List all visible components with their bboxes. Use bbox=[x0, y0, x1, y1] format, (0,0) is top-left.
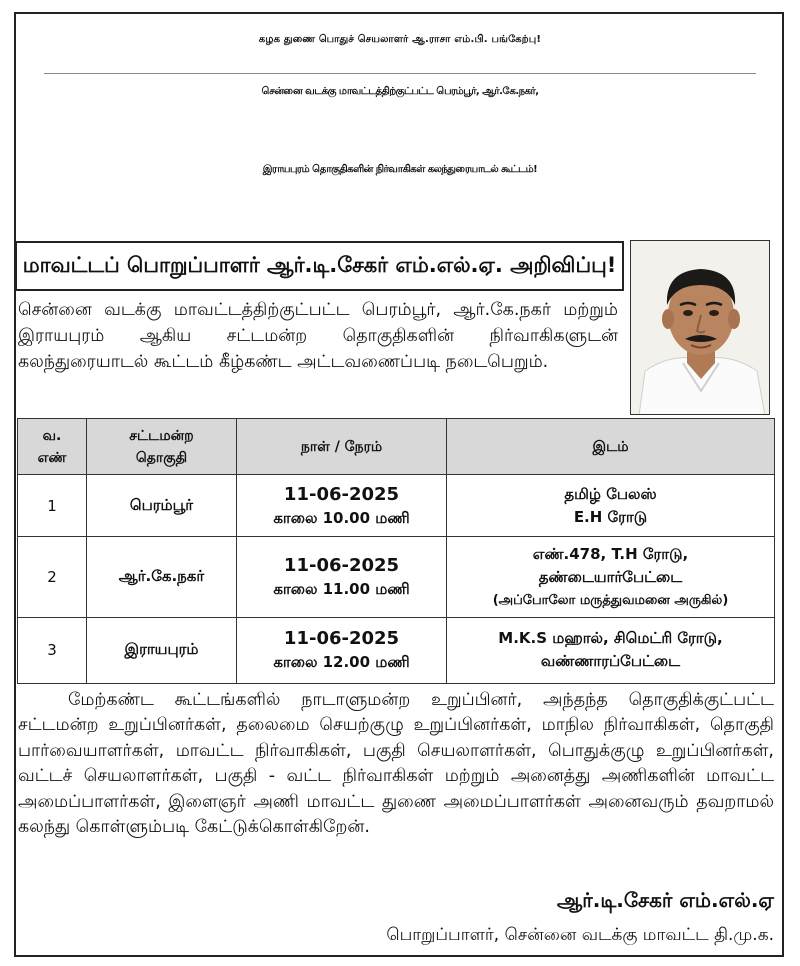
row-date-time bbox=[237, 617, 447, 683]
signature-name: ஆர்.டி.சேகர் எம்.எல்.ஏ bbox=[556, 888, 774, 912]
venue-line-1: M.K.S மஹால், சிமெட்ரி ரோடு, bbox=[498, 629, 723, 648]
table-row bbox=[18, 537, 775, 617]
venue-line-2: E.H ரோடு bbox=[573, 507, 648, 526]
venue-line-2: தண்டையார்பேட்டை bbox=[538, 567, 683, 586]
row-date: 11-06-2025 bbox=[283, 555, 400, 577]
row-venue bbox=[447, 537, 775, 617]
headline-line-1: சென்னை வடக்கு மாவட்டத்திற்குட்பட்ட பெரம்பூர், ஆர்.கே.நகர், bbox=[261, 86, 539, 97]
row-date: 11-06-2025 bbox=[283, 628, 400, 650]
row-constituency: ஆர்.கே.நகர் bbox=[87, 537, 237, 617]
row-time: காலை 10.00 மணி bbox=[273, 508, 410, 527]
venue-note: (அப்போலோ மருத்துவமனை அருகில்) bbox=[492, 592, 729, 608]
header-date-time: நாள் / நேரம் bbox=[237, 419, 447, 475]
table-header-row bbox=[18, 419, 775, 475]
intro-paragraph: சென்னை வடக்கு மாவட்டத்திற்குட்பட்ட பெரம்பூர், ஆர்.கே.நகர் மற்றும் இராயபுரம் ஆகிய சட்டமன்ற தொகுதிகளின் நிர்வாகிகளுடன் கலந்துரையாடல் கூட்டம் கீழ்கண்ட அட்டவணைப்படி நடைபெறும். bbox=[18, 300, 618, 372]
row-date: 11-06-2025 bbox=[283, 483, 400, 505]
row-serial-no: 1 bbox=[18, 475, 87, 537]
signature-title: பொறுப்பாளர், சென்னை வடக்கு மாவட்ட தி.மு.க. bbox=[386, 925, 774, 945]
header-venue: இடம் bbox=[447, 419, 775, 475]
headline-line-2: இராயபுரம் தொகுதிகளின் நிர்வாகிகள் கலந்துரையாடல் கூட்டம்! bbox=[262, 164, 538, 175]
venue-line-1: தமிழ் பேலஸ் bbox=[564, 484, 657, 503]
row-time: காலை 11.00 மணி bbox=[273, 580, 410, 599]
table-row bbox=[18, 475, 775, 537]
schedule-table bbox=[17, 418, 775, 684]
row-constituency: பெரம்பூர் bbox=[87, 475, 237, 537]
row-date-time bbox=[237, 537, 447, 617]
row-serial-no: 2 bbox=[18, 537, 87, 617]
header-divider bbox=[44, 73, 756, 74]
venue-line-2: வண்ணாரப்பேட்டை bbox=[540, 652, 681, 671]
row-serial-no: 3 bbox=[18, 617, 87, 683]
portrait-illustration bbox=[631, 241, 770, 415]
row-venue bbox=[447, 617, 775, 683]
announcement-banner bbox=[15, 241, 624, 291]
header-constituency: சட்டமன்ற தொகுதி bbox=[87, 419, 237, 475]
announcement-text: மாவட்டப் பொறுப்பாளர் ஆர்.டி.சேகர் எம்.எல்.ஏ. அறிவிப்பு! bbox=[22, 252, 617, 277]
top-announcement: கழக துணை பொதுச் செயலாளர் ஆ.ராசா எம்.பி. பங்கேற்பு! bbox=[258, 34, 542, 45]
body-text: மேற்கண்ட கூட்டங்களில் நாடாளுமன்ற உறுப்பினர், அந்தந்த தொகுதிக்குட்பட்ட சட்டமன்ற உறுப்பினர்கள், தலைமை செயற்குழு உறுப்பினர்கள், மாநில நிர்வாகிகள், தொகுதி பார்வையாளர்கள், மாவட்ட நிர்வாகிகள், பகுதி செயலாளர்கள், பொதுக்குழு உறுப்பினர்கள், வட்டச் செயலாளர்கள், பகுதி - வட்ட நிர்வாகிகள் மற்றும் அனைத்து அணிகளின் மாவட்ட அமைப்பாளர்கள், இளைஞர் அணி மாவட்ட துணை அமைப்பாளர்கள் அனைவரும் தவறாமல் கலந்து கொள்ளும்படி கேட்டுக்கொள்கிறேன். bbox=[18, 690, 774, 838]
row-time: காலை 12.00 மணி bbox=[273, 653, 410, 672]
table-row bbox=[18, 617, 775, 683]
venue-line-1: எண்.478, T.H ரோடு, bbox=[532, 544, 689, 563]
header-serial-no: வ. எண் bbox=[18, 419, 87, 475]
row-constituency: இராயபுரம் bbox=[87, 617, 237, 683]
portrait-photo bbox=[630, 240, 770, 415]
row-venue bbox=[447, 475, 775, 537]
body-paragraph bbox=[18, 688, 774, 840]
row-date-time bbox=[237, 475, 447, 537]
